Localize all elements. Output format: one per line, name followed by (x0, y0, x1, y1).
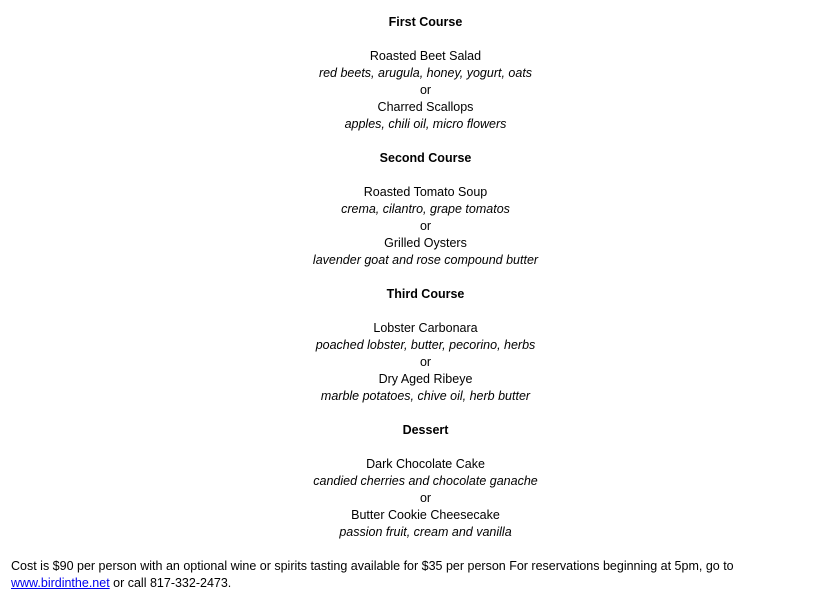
dish-description: lavender goat and rose compound butter (312, 253, 539, 267)
menu (0, 14, 831, 541)
spacer (0, 405, 831, 422)
spacer (0, 303, 831, 320)
dish-description: marble potatoes, chive oil, herb butter (320, 389, 531, 403)
dish-name: Roasted Beet Salad (369, 49, 482, 63)
course-title-second: Second Course (379, 151, 472, 165)
course-title-first: First Course (388, 15, 463, 29)
pricing-text: Cost is $90 per person with an optional wine or spirits tasting available for $35 per person For reservations beginning at 5pm, go to (11, 559, 734, 573)
dish-name: Dark Chocolate Cake (366, 457, 485, 471)
website-link[interactable]: www.birdinthe.net (11, 576, 110, 590)
dish-description: crema, cilantro, grape tomatos (341, 202, 510, 216)
dish-description: red beets, arugula, honey, yogurt, oats (318, 66, 533, 80)
or-separator: or (419, 491, 432, 505)
dish-name: Roasted Tomato Soup (363, 185, 488, 199)
spacer (0, 31, 831, 48)
dish-name: Butter Cookie Cheesecake (351, 508, 500, 522)
or-separator: or (419, 83, 432, 97)
or-separator: or (419, 355, 432, 369)
dish-description: apples, chili oil, micro flowers (344, 117, 507, 131)
pricing-footer (11, 558, 821, 592)
dish-name: Lobster Carbonara (373, 321, 478, 335)
dish-description: poached lobster, butter, pecorino, herbs (315, 338, 536, 352)
spacer (0, 269, 831, 286)
spacer (0, 439, 831, 456)
dish-name: Charred Scallops (377, 100, 474, 114)
phone-text: or call 817-332-2473. (109, 576, 232, 590)
dish-description: candied cherries and chocolate ganache (313, 474, 538, 488)
spacer (0, 133, 831, 150)
or-separator: or (419, 219, 432, 233)
dish-name: Dry Aged Ribeye (378, 372, 473, 386)
dish-description: passion fruit, cream and vanilla (339, 525, 512, 539)
spacer (0, 167, 831, 184)
dish-name: Grilled Oysters (384, 236, 467, 250)
course-title-third: Third Course (386, 287, 465, 301)
course-title-dessert: Dessert (402, 423, 449, 437)
